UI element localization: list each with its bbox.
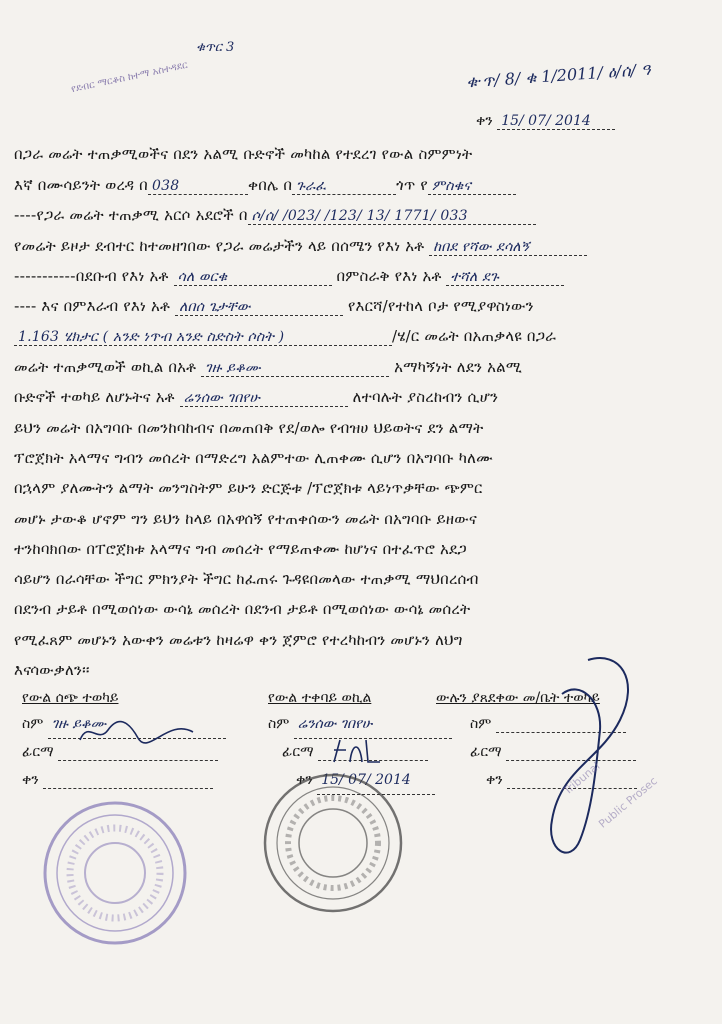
body-line-3 xyxy=(14,206,708,225)
land-certificate-number: ሶ/ሰ/ /023/ /123/ 13/ 1771/ 033 xyxy=(248,208,536,225)
north-neighbor: ከበደ የሻው ደሳለኝ xyxy=(429,239,587,256)
body-line-16: በደንብ ታይቶ በሚወሰነው ውሳኔ መሰረት በደንብ ታይቶ በሚወሰነው ውሳኔ መሰረት xyxy=(14,600,471,618)
land-area: 1.163 ሄክታር ( አንድ ነጥብ አንድ ስድስት ሶስት ) xyxy=(14,329,392,346)
body-line-5 xyxy=(14,267,708,286)
line6-text-b: የእርሻ/የተከላ ቦታ የሚያዋስነውን xyxy=(348,297,534,315)
giver-title: የውል ሰጭ ተወካይ xyxy=(22,690,119,706)
line2-text-c: ጎጥ የ xyxy=(396,176,428,194)
body-line-8 xyxy=(14,358,708,377)
body-line-17: የሚፈጸም መሆኑን አውቀን መሬቱን ከዛሬዋ ቀን ጀምሮ የተረካከብን መሆኑን ለህግ xyxy=(14,631,463,649)
office-sign-label: ፊርማ xyxy=(470,744,502,760)
office-stamp-text-1: Tribunal xyxy=(560,759,603,798)
community-stamp xyxy=(40,798,190,948)
east-neighbor: ተሻለ ደጉ xyxy=(446,269,564,286)
receiver-name: ሬንሰው ገበየሁ xyxy=(294,710,452,739)
header-date xyxy=(476,113,615,130)
kebele-number: 038 xyxy=(148,178,248,195)
body-line-9 xyxy=(14,388,708,407)
giver-signature-scribble xyxy=(78,710,198,750)
line5-text-a: -----------በደቡብ የእነ አቶ xyxy=(14,267,169,285)
top-right-reference: ቁ·ጥ/ 8/ ቁ 1/2011/ ዕ/ሰ/ ዓ xyxy=(465,59,652,92)
giver-name: ገዙ ይቆሙ xyxy=(48,710,226,739)
receiver-name-label: ስም xyxy=(268,716,290,732)
line6-text-a: ---- እና በምእራብ የእነ አቶ xyxy=(14,297,171,315)
body-line-4 xyxy=(14,237,708,256)
body-line-7 xyxy=(14,327,708,346)
receiver-sign-label: ፊርማ xyxy=(282,744,314,760)
kebele-stamp xyxy=(258,768,408,918)
top-left-stamp: የደብር ማርቆስ ከተማ አስተዳደር xyxy=(70,59,189,96)
receiver-date-label: ቀን xyxy=(296,772,313,788)
title-line: በጋራ መሬት ተጠቃሚወችና በደን አልሚ ቡድኖች መካከል የተደረገ የውል ስምምነት xyxy=(14,145,473,163)
receiver-date: 15/ 07/ 2014 xyxy=(317,766,435,795)
office-title: ውሉን ያጸደቀው መ/ቤት ተወካይ xyxy=(436,690,600,706)
line3-text: ----የጋራ መሬት ተጠቃሚ አርሶ አደሮች በ xyxy=(14,206,248,224)
line7-text: /ሄ/ር መሬት በአጠቃላዩ በጋራ xyxy=(392,327,557,345)
office-date-label: ቀን xyxy=(486,772,503,788)
group-representative: ሬንሰው ገበየሁ xyxy=(180,390,348,407)
line5-text-b: በምስራቅ የእነ አቶ xyxy=(336,267,442,285)
body-line-12: በኋላም ያለሙትን ልማት መንግስትም ይሁን ድርጅቱ /ፕሮጀክቱ ላይነጥቃቸው ጭምር xyxy=(14,479,483,497)
receiver-title: የውል ተቀባይ ወኪል xyxy=(268,690,372,706)
body-line-11: ፕሮጀክት አላማና ግብን መሰረት በማድረግ አልምተው ሊጠቀሙ ሲሆን በአግባቡ ካለሙ xyxy=(14,449,493,467)
line2-text-a: እኛ በሙሳይንት ወረዳ በ xyxy=(14,176,148,194)
receiver-signature-scribble xyxy=(330,736,390,766)
reference-number: ቁጥር 3 xyxy=(196,40,235,55)
west-neighbor: ለበሰ ጌታቸው xyxy=(175,299,343,316)
line9-text-a: ቡድኖች ተወካይ ለሆኑትና አቶ xyxy=(14,388,175,406)
south-neighbor: ሳለ ወርቁ xyxy=(174,269,332,286)
giver-date-label: ቀን xyxy=(22,772,39,788)
community-representative: ገዙ ይቆሙ xyxy=(201,360,389,377)
body-line-6 xyxy=(14,297,708,316)
line9-text-b: ለተባሉት ያስረከብን ሲሆን xyxy=(352,388,499,406)
kebele-name: ጉራፈ xyxy=(292,178,396,195)
giver-date-row xyxy=(22,766,242,794)
body-line-18: እናሳውቃለን፡፡ xyxy=(14,661,90,679)
got-name: ምስቁና xyxy=(428,178,516,195)
giver-sign-label: ፊርማ xyxy=(22,744,54,760)
body-line-14: ተንከባክበው በፐሮጀክቱ አላማና ግብ መሰረት የማይጠቀሙ ከሆነና በተፈጥሮ አደጋ xyxy=(14,540,467,558)
office-stamp-text-2: Public Prosec xyxy=(596,774,660,831)
header-date-label: ቀን xyxy=(476,113,493,129)
header-date-value: 15/ 07/ 2014 xyxy=(497,113,615,130)
body-line-15: ሳይሆን በራሳቸው ችግር ምክንያት ችግር ከፈጠሩ ጉዳዩበመላው ተጠቃሚ ማህበረሰብ xyxy=(14,570,479,588)
body-line-13: መሆኑ ታውቆ ሆኖም ግን ይህን ከላይ በአዋሰኝ የተጠቀሰውን መሬት በአግባቡ ይዘውና xyxy=(14,510,478,528)
body-line-2 xyxy=(14,176,708,195)
giver-date xyxy=(43,772,213,789)
line4-text: የመሬት ይዞታ ደብተር ከተመዘገበው የጋራ መሬታችን ላይ በሰሜን የእነ አቶ xyxy=(14,237,425,255)
office-name-label: ስም xyxy=(470,716,492,732)
line8-text-b: አማካኝነት ለደን አልሚ xyxy=(394,358,523,376)
body-line-10: ይህን መሬት በአግባቡ በመንከባከብና በመጠበቅ የደ/ወሎ የብዝሀ ህይወትና ደን ልማት xyxy=(14,419,484,437)
line2-text-b: ቀበሌ በ xyxy=(247,176,293,194)
line8-text-a: መሬት ተጠቃሚወች ወኪል በአቶ xyxy=(14,358,197,376)
giver-name-label: ስም xyxy=(22,716,44,732)
